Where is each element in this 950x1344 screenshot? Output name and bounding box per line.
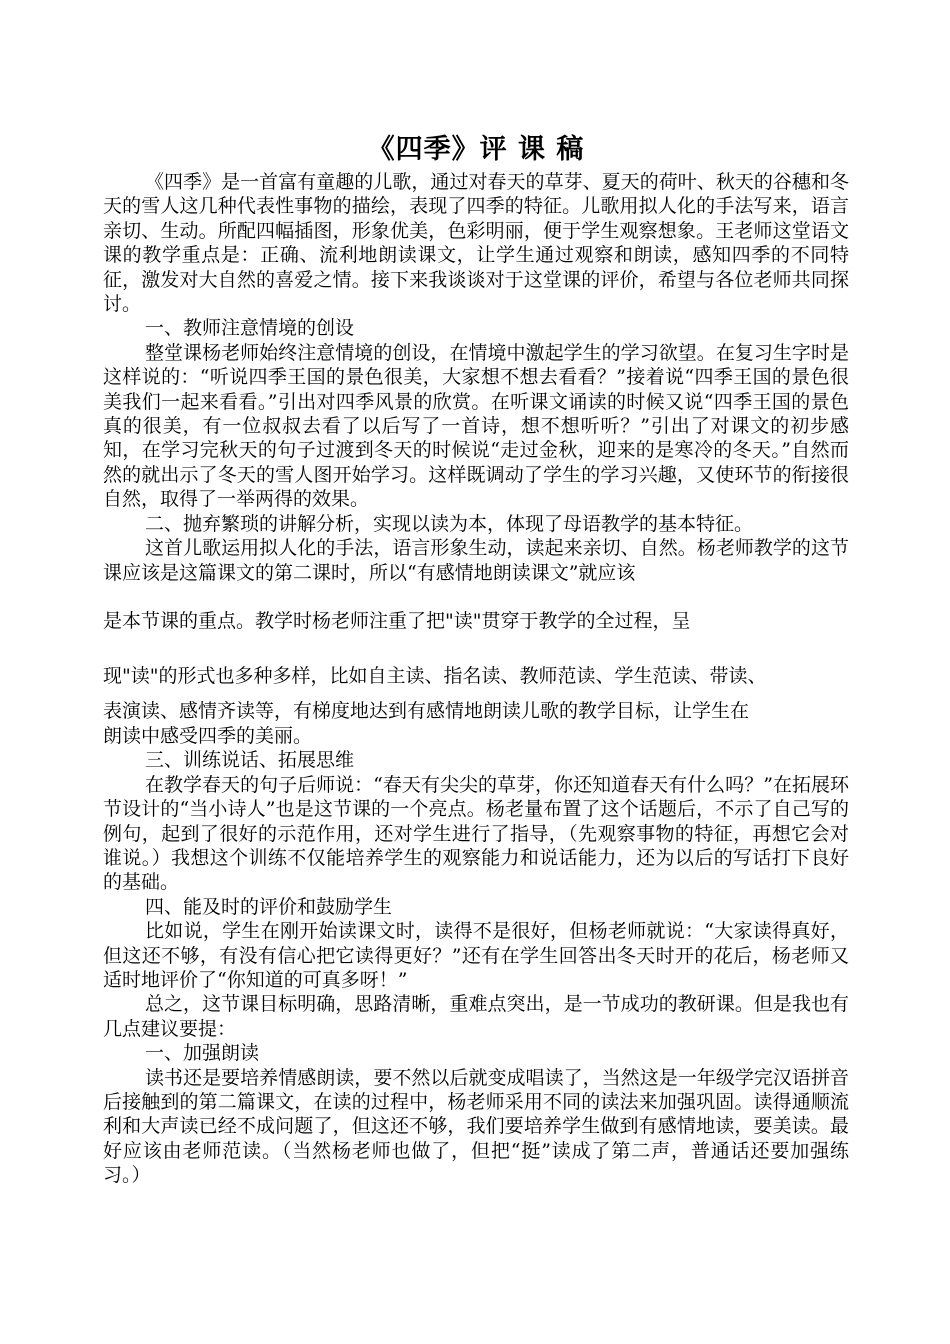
document-page (103, 130, 849, 1188)
paragraph-suggestion-reading: 读书还是要培养情感朗读，要不然以后就变成唱读了，当然这是一年级学完汉语拼音后接触到的第二篇课文，在读的过程中，杨老师采用不同的读法来加强巩固。读得通顺流利和大声读已经不成问题了，但这还不够，我们要培养学生做到有感情地读，要美读。最好应该由老师范读。（当然杨老师也做了，但把“挺”读成了第二声，普通话还要加强练习。） (103, 1066, 849, 1187)
section-heading-3: 三、训练说话、拓展思维 (145, 749, 355, 772)
suggestion-heading-1: 一、加强朗读 (145, 1042, 260, 1065)
section-heading-2: 二、抛弃繁琐的讲解分析，实现以读为本，体现了母语教学的基本特征。 (145, 512, 754, 535)
paragraph-reading-line-2: 现"读"的形式也多种多样，比如自主读、指名读、教师范读、学生范读、带读、 (103, 664, 767, 687)
paragraph-reading-line-4: 朗读中感受四季的美丽。 (103, 724, 313, 747)
paragraph-summary: 总之，这节课目标明确，思路清晰，重难点突出，是一节成功的教研课。但是我也有几点建议要提： (103, 993, 849, 1040)
paragraph-evaluation: 比如说，学生在刚开始读课文时，读得不是很好，但杨老师就说：“大家读得真好，但这还不够，有没有信心把它读得更好？”还有在学生回答出冬天时开的花后，杨老师又适时地评价了“你知道的可真多呀！” (103, 920, 849, 991)
paragraph-intro: 《四季》是一首富有童趣的儿歌，通过对春天的草芽、夏天的荷叶、秋天的谷穗和冬天的雪人这几种代表性事物的描绘，表现了四季的特征。儿歌用拟人化的手法写来，语言亲切、生动。所配四幅插图，形象优美，色彩明丽，便于学生观察想象。王老师这堂语文课的教学重点是：正确、流利地朗读课文，让学生通过观察和朗读，感知四季的不同特征，激发对大自然的喜爱之情。接下来我谈谈对于这堂课的评价，希望与各位老师共同探讨。 (103, 171, 849, 316)
paragraph-reading-start: 这首儿歌运用拟人化的手法，语言形象生动，读起来亲切、自然。杨老师教学的这节课应该是这篇课文的第二课时，所以“有感情地朗读课文”就应该 (103, 537, 849, 584)
section-heading-1: 一、教师注意情境的创设 (145, 317, 355, 340)
document-title: 《四季》评 课 稿 (367, 134, 585, 165)
paragraph-reading-line-1: 是本节课的重点。教学时杨老师注重了把"读"贯穿于教学的全过程，呈 (103, 609, 691, 632)
section-heading-4: 四、能及时的评价和鼓励学生 (145, 895, 393, 918)
paragraph-situation: 整堂课杨老师始终注意情境的创设，在情境中激起学生的学习欲望。在复习生字时是这样说的：“听说四季王国的景色很美，大家想不想去看看？”接着说“四季王国的景色很美我们一起来看看。”引出对四季风景的欣赏。在听课文诵读的时候又说“四季王国的景色真的很美，有一位叔叔去看了以后写了一首诗，想不想听听？”引出了对课文的初步感知，在学习完秋天的句子过渡到冬天的时候说“走过金秋，迎来的是寒冷的冬天。”自然而然的就出示了冬天的雪人图开始学习。这样既调动了学生的学习兴趣，又使环节的衔接很自然，取得了一举两得的效果。 (103, 341, 849, 511)
paragraph-speaking: 在教学春天的句子后师说：“春天有尖尖的草芽，你还知道春天有什么吗？”在拓展环节设计的“当小诗人”也是这节课的一个亮点。杨老量布置了这个话题后，不示了自己写的例句，起到了很好的示范作用，还对学生进行了指导，（先观察事物的特征，再想它会对谁说。）我想这个训练不仅能培养学生的观察能力和说话能力，还为以后的写话打下良好的基础。 (103, 773, 849, 894)
paragraph-reading-line-3: 表演读、感情齐读等，有梯度地达到有感情地朗读儿歌的教学目标，让学生在 (103, 699, 750, 722)
